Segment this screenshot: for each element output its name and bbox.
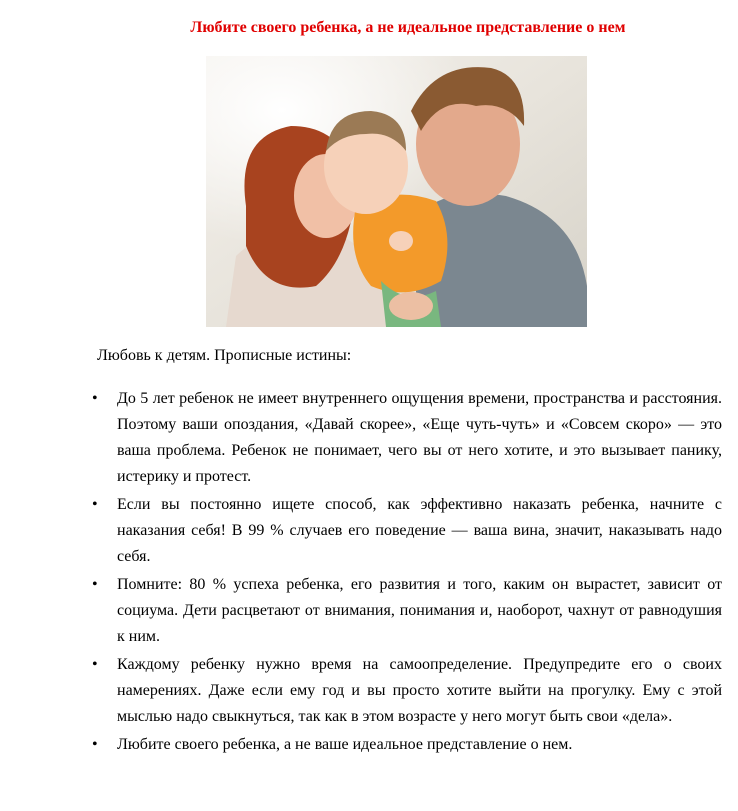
family-photo <box>206 56 587 327</box>
bullet-icon: • <box>92 656 98 673</box>
list-item <box>90 492 722 570</box>
list-item <box>90 652 722 730</box>
list-item-text: Помните: 80 % успеха ребенка, его развития и того, каким он вырастет, зависит от социума. Дети расцветают от внимания, понимания и, наоборот, чахнут от равнодушия к ним. <box>117 576 722 645</box>
list-item <box>90 732 722 758</box>
list-item-text: Если вы постоянно ищете способ, как эффективно наказать ребенка, начните с наказания себя! В 99 % случаев его поведение — ваша вина, значит, наказывать надо себя. <box>117 496 722 565</box>
list-item-text: До 5 лет ребенок не имеет внутреннего ощущения времени, пространства и расстояния. Поэтому ваши опоздания, «Давай скорее», «Еще чуть-чуть» и «Совсем скоро» — это ваша проблема. Ребенок не понимает, чего вы от него хотите, и это вызывает панику, истерику и протест. <box>117 390 722 485</box>
list-intro-heading: Любовь к детям. Прописные истины: <box>97 347 352 364</box>
list-item <box>90 386 722 490</box>
truths-list <box>90 386 722 760</box>
list-item <box>90 572 722 650</box>
list-item-text: Любите своего ребенка, а не ваше идеальное представление о нем. <box>117 736 573 753</box>
bullet-icon: • <box>92 736 98 753</box>
bullet-icon: • <box>92 390 98 407</box>
bullet-icon: • <box>92 496 98 513</box>
page-title: Любите своего ребенка, а не идеальное представление о нем <box>190 19 626 36</box>
bullet-icon: • <box>92 576 98 593</box>
family-photo-icon <box>206 56 587 327</box>
list-item-text: Каждому ребенку нужно время на самоопределение. Предупредите его о своих намерениях. Даже если ему год и вы просто хотите выйти на прогулку. Ему с этой мыслью надо свыкнуться, так как в этом возрасте у него могут быть свои «дела». <box>117 656 722 725</box>
